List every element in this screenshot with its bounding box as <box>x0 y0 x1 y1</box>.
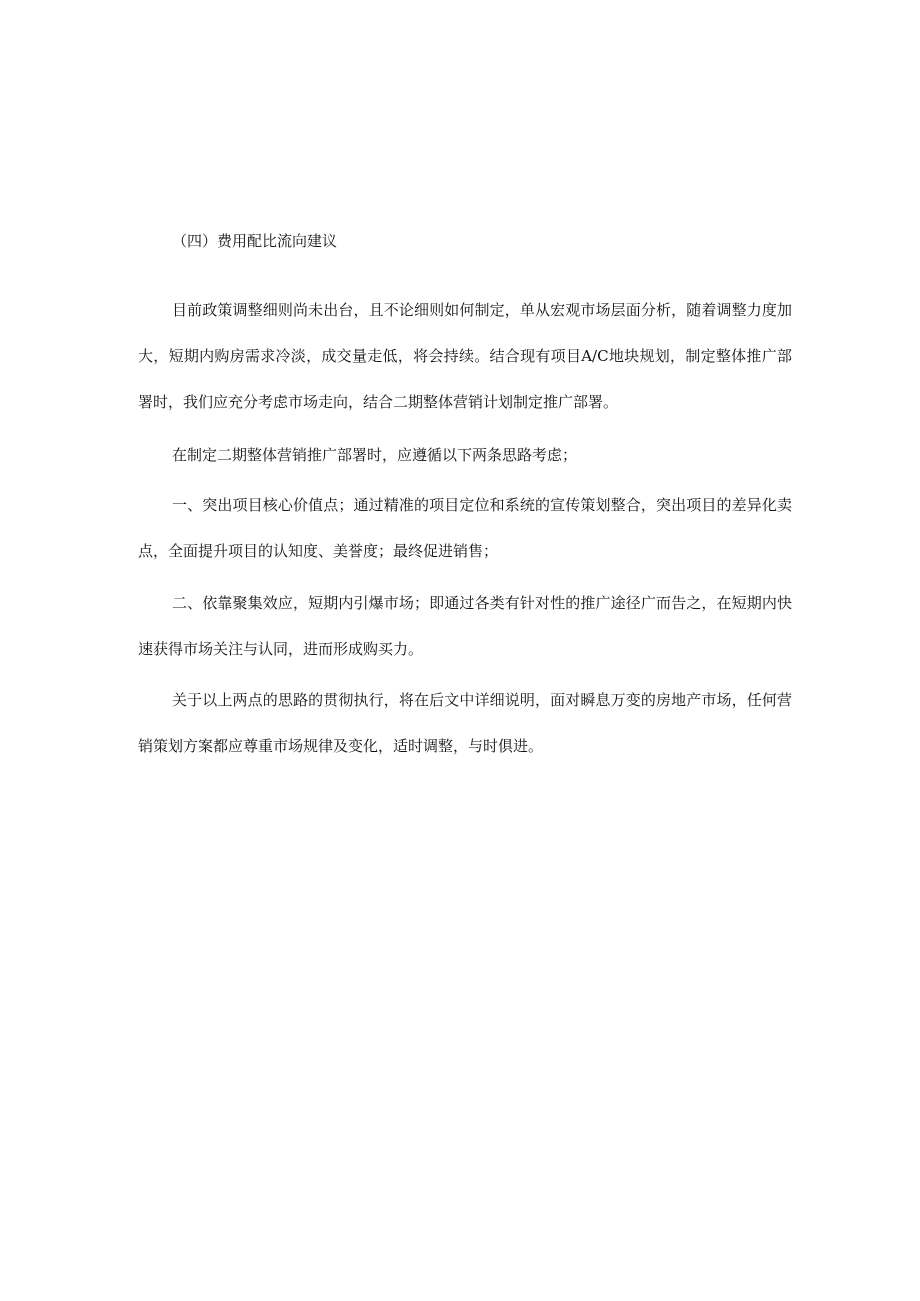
paragraph-market-analysis: 目前政策调整细则尚未出台，且不论细则如何制定，单从宏观市场层面分析，随着调整力度加大，短期内购房需求冷淡，成交量走低，将会持续。结合现有项目A/C地块规划，制定整体推广部署时，我们应充分考虑市场走向，结合二期整体营销计划制定推广部署。 <box>138 301 792 411</box>
paragraph-execution-note: 关于以上两点的思路的贯彻执行，将在后文中详细说明，面对瞬息万变的房地产市场，任何营销策划方案都应尊重市场规律及变化，适时调整，与时俱进。 <box>138 691 792 755</box>
paragraph-core-value-strategy: 一、突出项目核心价值点；通过精准的项目定位和系统的宣传策划整合，突出项目的差异化卖点，全面提升项目的认知度、美誉度；最终促进销售； <box>138 496 792 560</box>
section-heading: （四）费用配比流向建议 <box>172 232 338 250</box>
paragraph-planning-principles: 在制定二期整体营销推广部署时，应遵循以下两条思路考虑； <box>172 446 578 464</box>
paragraph-clustering-strategy: 二、依靠聚集效应，短期内引爆市场；即通过各类有针对性的推广途径广而告之，在短期内快速获得市场关注与认同，进而形成购买力。 <box>138 594 792 658</box>
